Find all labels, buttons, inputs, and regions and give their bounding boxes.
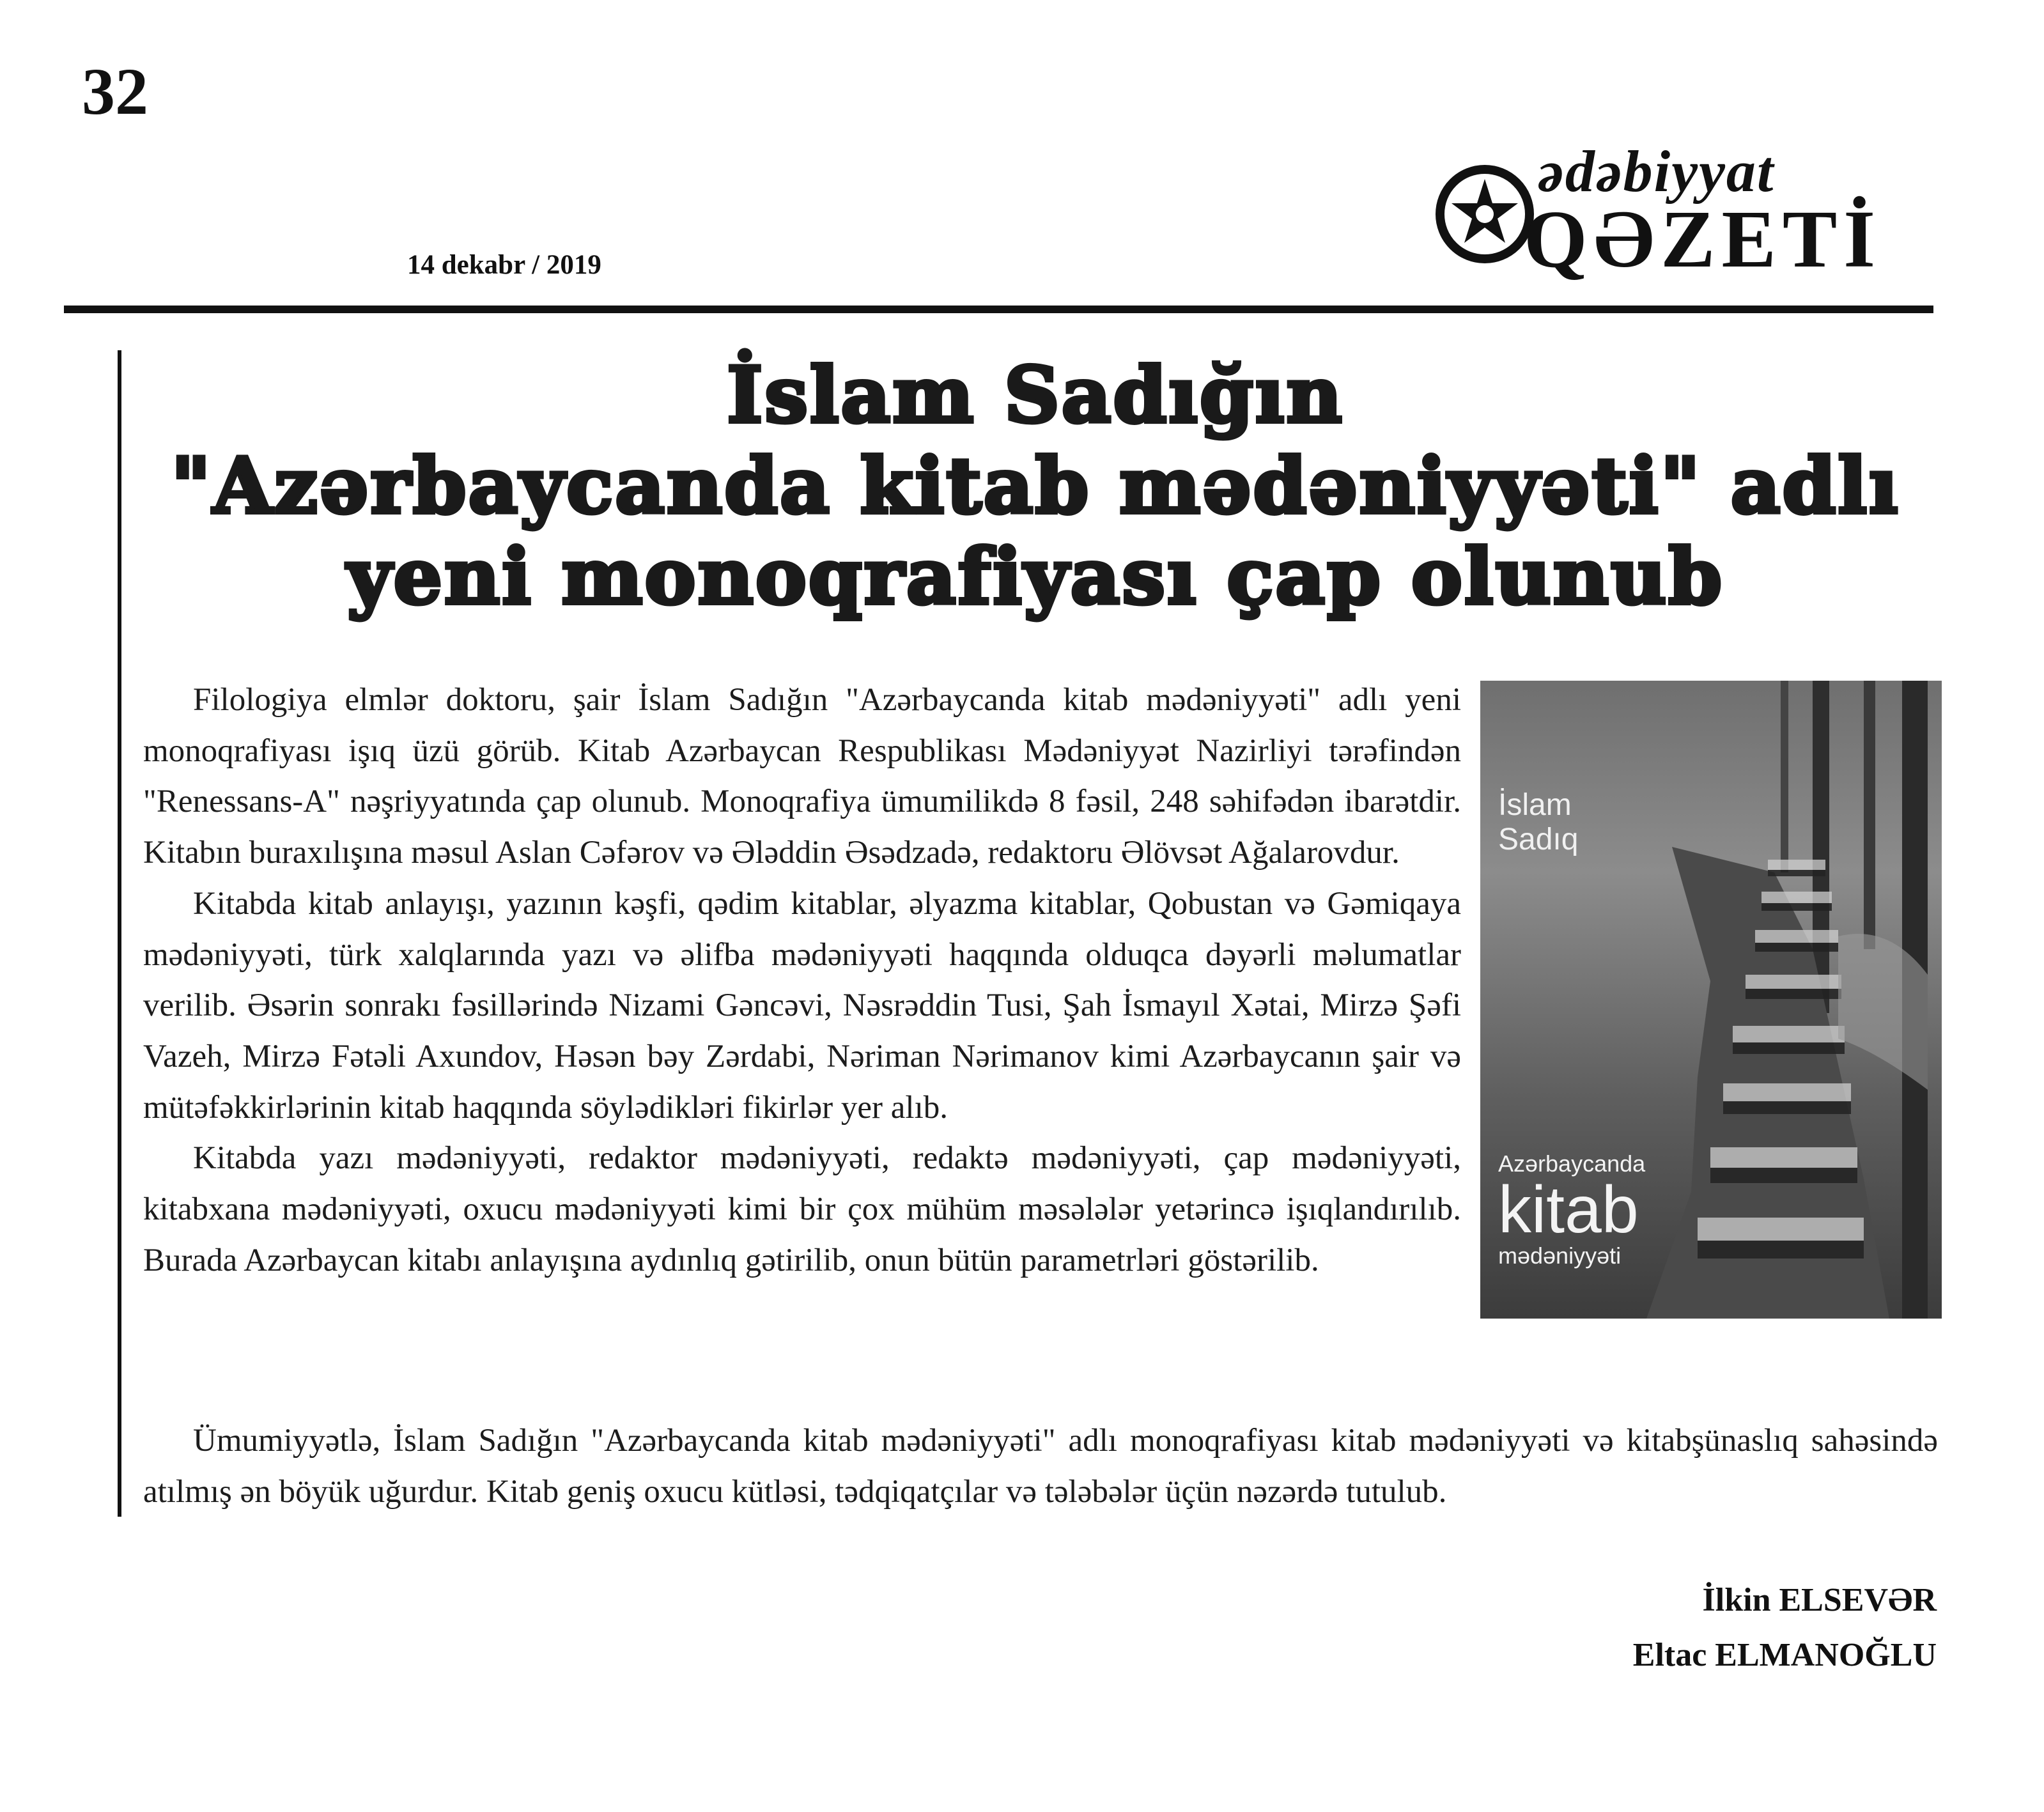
book-author	[1498, 788, 1578, 857]
book-title-line-1: Azərbaycanda	[1498, 1150, 1646, 1177]
paragraph-4: Ümumiyyətlə, İslam Sadığın "Azərbaycanda kitab mədəniyyəti" adlı monoqrafiyası kitab mədəniyyəti və kitabşünaslıq sahəsində atılmış ən böyük uğurdur. Kitab geniş oxucu kütləsi, tədqiqatçılar və tələbələr üçün nəzərdə tutulub.	[143, 1423, 1938, 1510]
article-headline	[147, 350, 1924, 623]
book-author-last: Sadıq	[1498, 823, 1579, 856]
book-author-first: İslam	[1498, 788, 1572, 822]
star-emblem-icon	[1430, 160, 1539, 268]
author-signature-2: Eltac ELMANOĞLU	[1632, 1637, 1937, 1673]
page-number: 32	[82, 55, 148, 128]
book-title	[1498, 1151, 1645, 1269]
top-rule	[64, 306, 1933, 313]
article-body-wide	[143, 1416, 1938, 1517]
headline-line-2: "Azərbaycanda kitab mədəniyyəti" adlı	[171, 441, 1900, 531]
paragraph-1: Filologiya elmlər doktoru, şair İslam Sadığın "Azərbaycanda kitab mədəniyyəti" adlı yeni monoqrafiyası işıq üzü görüb. Kitab Azərbaycan Respublikası Mədəniyyət Nazirliyi tərəfindən "Renessans-A" nəşriyyatında çap olunub. Monoqrafiya ümumilikdə 8 fəsil, 248 səhifədən ibarətdir. Kitabın buraxılışına məsul Aslan Cəfərov və Ələddin Əsədzadə, redaktoru Əlövsət Ağalarovdur.	[143, 682, 1461, 871]
newspaper-masthead	[1430, 139, 1882, 284]
article-body-narrow	[143, 675, 1461, 1286]
book-title-line-3: mədəniyyəti	[1498, 1243, 1622, 1269]
paragraph-3: Kitabda yazı mədəniyyəti, redaktor mədəniyyəti, redaktə mədəniyyəti, çap mədəniyyəti, kitabxana mədəniyyəti, oxucu mədəniyyəti kimi bir çox mühüm məsələlər yetərincə işıqlandırılıb. Burada Azərbaycan kitabı anlayışına aydınlıq gətirilib, onun bütün parametrləri göstərilib.	[143, 1140, 1461, 1278]
left-column-rule	[118, 350, 121, 1517]
author-signature-1: İlkin ELSEVƏR	[1702, 1582, 1937, 1618]
masthead-line-1: ədəbiyyat	[1538, 139, 1775, 204]
headline-line-1: İslam Sadığın	[727, 350, 1344, 440]
headline-line-3: yeni monoqrafiyası çap olunub	[346, 532, 1724, 622]
book-cover-image	[1480, 681, 1942, 1319]
issue-date: 14 dekabr / 2019	[407, 250, 601, 280]
book-title-line-2: kitab	[1498, 1173, 1639, 1247]
paragraph-2: Kitabda kitab anlayışı, yazının kəşfi, qədim kitablar, əlyazma kitablar, Qobustan və Gəmiqaya mədəniyyəti, türk xalqlarında yazı və əlifba mədəniyyəti haqqında olduqca dəyərli məlumatlar verilib. Əsərin sonrakı fəsillərində Nizami Gəncəvi, Nəsrəddin Tusi, Şah İsmayıl Xətai, Mirzə Şəfi Vazeh, Mirzə Fətəli Axundov, Həsən bəy Zərdabi, Nəriman Nərimanov kimi Azərbaycanın şair və mütəfəkkirlərinin kitab haqqında söylədikləri fikirlər yer alıb.	[143, 885, 1461, 1126]
masthead-line-2: QƏZETİ	[1524, 194, 1882, 284]
